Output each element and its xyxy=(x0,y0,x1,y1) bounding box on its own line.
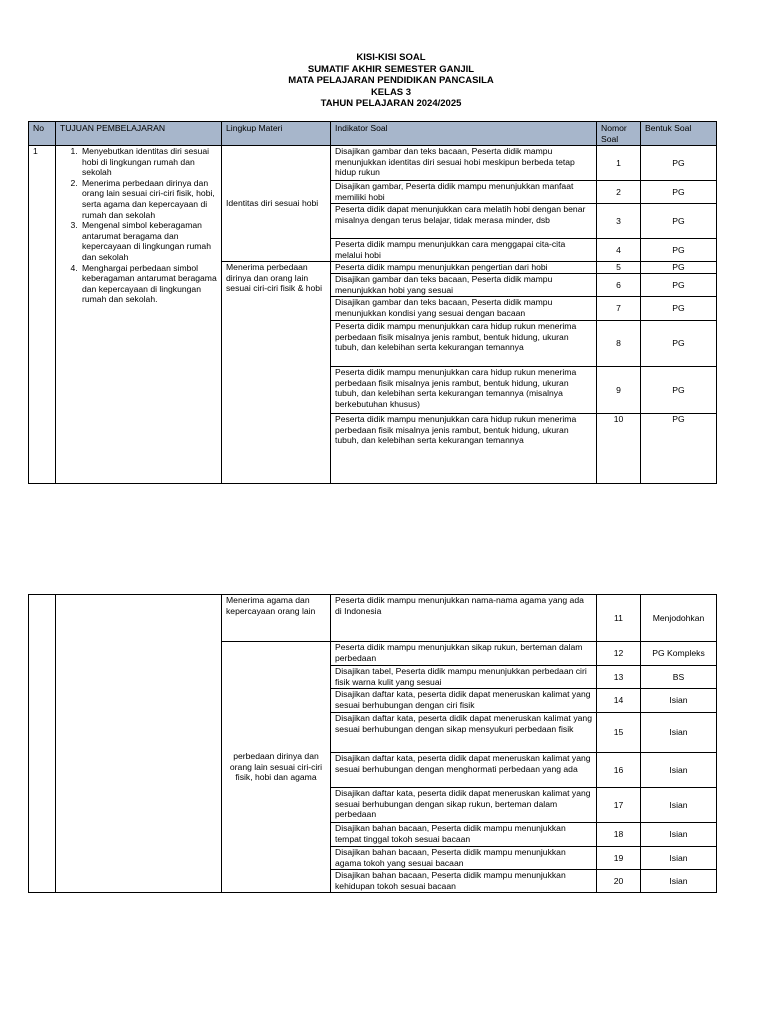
bentuk-cell: Isian xyxy=(641,713,717,753)
nomor-cell: 9 xyxy=(597,367,641,414)
nomor-cell: 11 xyxy=(597,595,641,642)
bentuk-cell: PG xyxy=(641,239,717,262)
nomor-cell: 3 xyxy=(597,204,641,239)
indikator-cell: Disajikan daftar kata, peserta didik dapat meneruskan kalimat yang sesuai berhubungan dengan menghormati perbedaan yang ada xyxy=(331,753,597,788)
bentuk-cell: PG xyxy=(641,262,717,274)
indikator-cell: Peserta didik mampu menunjukkan cara hidup rukun menerima perbedaan fisik misalnya jenis rambut, bentuk hidung, ukuran tubuh, dan kelebihan serta kekurangan temannya xyxy=(331,321,597,367)
indikator-cell: Disajikan daftar kata, peserta didik dapat meneruskan kalimat yang sesuai berhubungan dengan sikap rukun, berteman dalam perbedaan xyxy=(331,788,597,823)
indikator-cell: Disajikan gambar, Peserta didik mampu menunjukkan manfaat memiliki hobi xyxy=(331,181,597,204)
nomor-cell: 13 xyxy=(597,666,641,689)
title-line: KELAS 3 xyxy=(370,86,412,98)
tujuan-item: 3. Mengenal simbol keberagaman antarumat beragama dan kepercayaan di lingkungan rumah dan sekolah xyxy=(80,220,217,262)
nomor-cell: 17 xyxy=(597,788,641,823)
tujuan-list xyxy=(60,146,217,305)
bentuk-cell: PG xyxy=(641,274,717,297)
title-line: KISI-KISI SOAL xyxy=(356,52,426,63)
title-line: TAHUN PELAJARAN 2024/2025 xyxy=(320,98,462,110)
row-number: 1 xyxy=(29,146,56,484)
kisi-kisi-table-part-2 xyxy=(28,594,717,893)
bentuk-cell: Isian xyxy=(641,870,717,893)
indikator-cell: Peserta didik mampu menunjukkan cara hidup rukun menerima perbedaan fisik misalnya jenis rambut, bentuk hidung, ukuran tubuh, dan kelebihan serta kekurangan temannya (misalnya berkebutuhan khusus) xyxy=(331,367,597,414)
indikator-cell: Peserta didik mampu menunjukkan nama-nama agama yang ada di Indonesia xyxy=(331,595,597,642)
bentuk-cell: PG xyxy=(641,181,717,204)
header-bentuk: Bentuk Soal xyxy=(641,122,717,146)
nomor-cell: 14 xyxy=(597,689,641,713)
bentuk-cell: Menjodohkan xyxy=(641,595,717,642)
nomor-cell: 20 xyxy=(597,870,641,893)
nomor-cell: 5 xyxy=(597,262,641,274)
header-lingkup: Lingkup Materi xyxy=(222,122,331,146)
bentuk-cell: PG xyxy=(641,204,717,239)
document-title xyxy=(0,52,768,110)
indikator-cell: Peserta didik mampu menunjukkan cara hidup rukun menerima perbedaan fisik misalnya jenis rambut, bentuk hidung, ukuran tubuh, dan kelebihan serta kekurangan temannya xyxy=(331,414,597,484)
indikator-cell: Peserta didik dapat menunjukkan cara melatih hobi dengan benar misalnya dengan terus belajar, tidak merasa minder, dsb xyxy=(331,204,597,239)
nomor-cell: 6 xyxy=(597,274,641,297)
nomor-cell: 18 xyxy=(597,823,641,847)
table-row xyxy=(29,595,717,642)
nomor-cell: 8 xyxy=(597,321,641,367)
indikator-cell: Peserta didik mampu menunjukkan pengertian dari hobi xyxy=(331,262,597,274)
nomor-cell: 4 xyxy=(597,239,641,262)
bentuk-cell: PG xyxy=(641,297,717,321)
bentuk-cell: Isian xyxy=(641,847,717,870)
row-number-empty xyxy=(29,595,56,893)
bentuk-cell: BS xyxy=(641,666,717,689)
table-row xyxy=(29,146,717,181)
table-header-row xyxy=(29,122,717,146)
bentuk-cell: PG xyxy=(641,367,717,414)
nomor-cell: 1 xyxy=(597,146,641,181)
indikator-cell: Disajikan bahan bacaan, Peserta didik mampu menunjukkan agama tokoh yang sesuai bacaan xyxy=(331,847,597,870)
indikator-cell: Peserta didik mampu menunjukkan sikap rukun, berteman dalam perbedaan xyxy=(331,642,597,666)
nomor-cell: 10 xyxy=(597,414,641,484)
bentuk-cell: PG Kompleks xyxy=(641,642,717,666)
indikator-cell: Disajikan bahan bacaan, Peserta didik mampu menunjukkan kehidupan tokoh sesuai bacaan xyxy=(331,870,597,893)
indikator-cell: Disajikan gambar dan teks bacaan, Peserta didik mampu menunjukkan identitas diri sesuai hobi meskipun berbeda tetap hidup rukun xyxy=(331,146,597,181)
header-no: No xyxy=(29,122,56,146)
indikator-cell: Disajikan gambar dan teks bacaan, Peserta didik mampu menunjukkan kondisi yang sesuai dengan bacaan xyxy=(331,297,597,321)
bentuk-cell: PG xyxy=(641,146,717,181)
indikator-cell: Disajikan tabel, Peserta didik mampu menunjukkan perbedaan ciri fisik warna kulit yang sesuai xyxy=(331,666,597,689)
header-indikator: Indikator Soal xyxy=(331,122,597,146)
header-nomor: Nomor Soal xyxy=(597,122,641,146)
nomor-cell: 7 xyxy=(597,297,641,321)
bentuk-cell: Isian xyxy=(641,823,717,847)
header-tujuan: TUJUAN PEMBELAJARAN xyxy=(56,122,222,146)
nomor-cell: 16 xyxy=(597,753,641,788)
nomor-cell: 2 xyxy=(597,181,641,204)
lingkup-identitas: Identitas diri sesuai hobi xyxy=(222,146,331,262)
indikator-cell: Disajikan gambar dan teks bacaan, Peserta didik mampu menunjukkan hobi yang sesuai xyxy=(331,274,597,297)
bentuk-cell: Isian xyxy=(641,788,717,823)
bentuk-cell: PG xyxy=(641,414,717,484)
lingkup-perbedaan: perbedaan dirinya dan orang lain sesuai ciri-ciri fisik, hobi dan agama xyxy=(222,642,331,893)
lingkup-ciri-fisik: Menerima perbedaan dirinya dan orang lain sesuai ciri-ciri fisik & hobi xyxy=(222,262,331,484)
indikator-cell: Peserta didik mampu menunjukkan cara menggapai cita-cita melalui hobi xyxy=(331,239,597,262)
nomor-cell: 12 xyxy=(597,642,641,666)
nomor-cell: 15 xyxy=(597,713,641,753)
lingkup-agama: Menerima agama dan kepercayaan orang lain xyxy=(222,595,331,642)
title-line: SUMATIF AKHIR SEMESTER GANJIL xyxy=(307,63,475,75)
tujuan-cell-empty xyxy=(56,595,222,893)
tujuan-item: 4. Menghargai perbedaan simbol keberagaman antarumat beragama dan kepercayaan di lingkungan rumah dan sekolah. xyxy=(80,263,217,305)
nomor-cell: 19 xyxy=(597,847,641,870)
kisi-kisi-table-part-1 xyxy=(28,121,717,484)
bentuk-cell: Isian xyxy=(641,689,717,713)
tujuan-cell xyxy=(56,146,222,484)
bentuk-cell: PG xyxy=(641,321,717,367)
title-line: MATA PELAJARAN PENDIDIKAN PANCASILA xyxy=(288,75,494,87)
tujuan-item: 2. Menerima perbedaan dirinya dan orang lain sesuai ciri-ciri fisik, hobi, serta agama dan kepercayaan di rumah dan sekolah xyxy=(80,178,217,220)
tujuan-item: 1. Menyebutkan identitas diri sesuai hobi di lingkungan rumah dan sekolah xyxy=(80,146,217,178)
indikator-cell: Disajikan daftar kata, peserta didik dapat meneruskan kalimat yang sesuai berhubungan dengan sikap mensyukuri perbedaan fisik xyxy=(331,713,597,753)
bentuk-cell: Isian xyxy=(641,753,717,788)
indikator-cell: Disajikan bahan bacaan, Peserta didik mampu menunjukkan tempat tinggal tokoh sesuai bacaan xyxy=(331,823,597,847)
indikator-cell: Disajikan daftar kata, peserta didik dapat meneruskan kalimat yang sesuai berhubungan dengan ciri fisik xyxy=(331,689,597,713)
